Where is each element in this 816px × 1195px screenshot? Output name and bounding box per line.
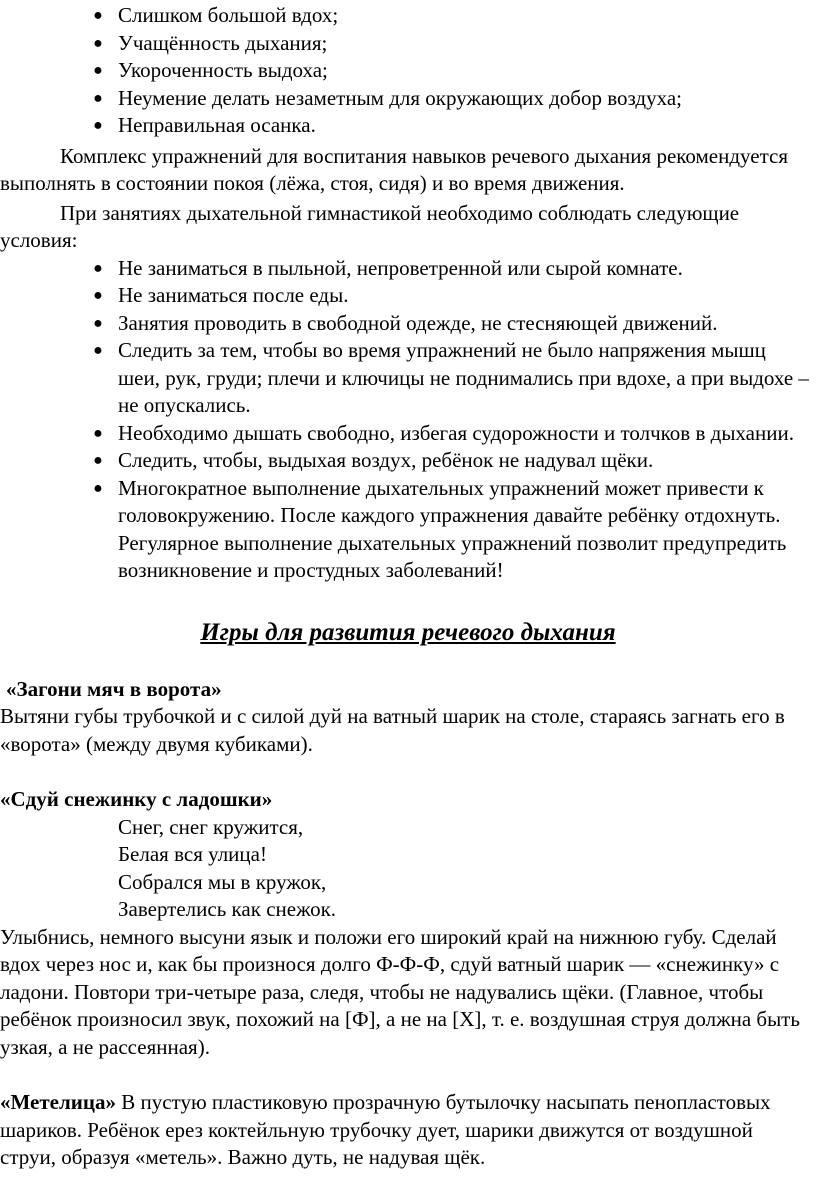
game-goal-block bbox=[0, 676, 816, 704]
bullet-icon: ● bbox=[93, 342, 103, 359]
game-title: «Метелица» bbox=[0, 1090, 116, 1114]
poem bbox=[0, 814, 816, 924]
list-item-text: Слишком большой вдох; bbox=[118, 3, 339, 27]
list-item-text: Следить за тем, чтобы во время упражнений не было напряжения мышц шеи, рук, груди; плечи и ключицы не поднимались при вдохе, а при выдохе – не опускались. bbox=[118, 338, 809, 417]
conditions-list bbox=[0, 255, 816, 585]
list-item bbox=[0, 85, 816, 113]
section-heading: Игры для развития речевого дыхания bbox=[200, 618, 616, 646]
poem-line: Завертелись как снежок. bbox=[118, 897, 337, 921]
list-item bbox=[0, 475, 816, 585]
bullet-icon: ● bbox=[93, 62, 103, 79]
bullet-icon: ● bbox=[93, 117, 103, 134]
list-item-text: Учащённость дыхания; bbox=[118, 30, 328, 55]
list-item-text: Неправильная осанка. bbox=[118, 113, 316, 137]
list-item-text: Не заниматься в пыльной, непроветренной или сырой комнате. bbox=[118, 255, 683, 280]
paragraph-conditions-intro: При занятиях дыхательной гимнастикой необходимо соблюдать следующие условия: bbox=[0, 200, 740, 252]
list-item bbox=[0, 30, 816, 58]
poem-line: Снег, снег кружится, bbox=[118, 814, 304, 839]
list-item bbox=[0, 420, 816, 448]
list-item bbox=[0, 310, 816, 338]
list-item bbox=[0, 337, 816, 420]
bullet-icon: ● bbox=[93, 424, 103, 442]
paragraph-exercise-complex: Комплекс упражнений для воспитания навыков речевого дыхания рекомендуется выполнять в состоянии покоя (лёжа, стоя, сидя) и во время движения. bbox=[0, 143, 788, 195]
list-item-text: Многократное выполнение дыхательных упражнений может привести к головокружению. После каждого упражнения давайте ребёнку отдохнуть. Регулярное выполнение дыхательных упражнений позволит предупредить возникновение и простудных заболеваний! bbox=[118, 475, 787, 582]
bullet-icon: ● bbox=[93, 7, 103, 24]
list-item-text: Неумение делать незаметным для окружающих добор воздуха; bbox=[118, 85, 682, 110]
list-item bbox=[0, 112, 816, 140]
poem-line: Белая вся улица! bbox=[118, 842, 267, 866]
list-item bbox=[0, 447, 816, 475]
bullet-icon: ● bbox=[93, 259, 103, 277]
list-item-text: Занятия проводить в свободной одежде, не стесняющей движений. bbox=[118, 310, 718, 335]
game-text: В пустую пластиковую прозрачную бутылочку насыпать пенопластовых шариков. Ребёнок ерез коктейльную трубочку дует, шарики движутся от воздушной струи, образуя «метель». Важно дуть, не надувая щёк. bbox=[0, 1090, 771, 1169]
list-item bbox=[0, 2, 816, 30]
breathing-errors-list bbox=[0, 2, 816, 140]
game-text: Улыбнись, немного высуни язык и положи его широкий край на нижнюю губу. Сделай вдох через нос и, как бы произнося долго Ф-Ф-Ф, сдуй ватный шарик — «снежинку» с ладони. Повтори три-четыре раза, следя, чтобы не надувались щёки. (Главное, чтобы ребёнок произносил звук, похожий на [Ф], а не на [Х], т. е. воздушная струя должна быть узкая, а не рассеянная). bbox=[0, 924, 800, 1059]
bullet-icon: ● bbox=[93, 479, 103, 497]
bullet-icon: ● bbox=[93, 89, 103, 107]
list-item-text: Необходимо дышать свободно, избегая судорожности и толчков в дыхании. bbox=[118, 420, 794, 445]
list-item bbox=[0, 282, 816, 310]
game-title: «Загони мяч в ворота» bbox=[6, 676, 222, 701]
list-item-text: Следить, чтобы, выдыхая воздух, ребёнок не надувал щёки. bbox=[118, 448, 654, 472]
poem-line: Собрался мы в кружок, bbox=[118, 869, 327, 894]
bullet-icon: ● bbox=[93, 452, 103, 469]
game-paragraph bbox=[0, 1089, 816, 1172]
game-title: «Сдуй снежинку с ладошки» bbox=[0, 787, 273, 811]
bullet-icon: ● bbox=[93, 287, 103, 304]
game-blizzard-block bbox=[0, 1089, 816, 1172]
bullet-icon: ● bbox=[93, 314, 103, 332]
bullet-icon: ● bbox=[93, 34, 103, 52]
list-item bbox=[0, 255, 816, 283]
game-text: Вытяни губы трубочкой и с силой дуй на ватный шарик на столе, стараясь загнать его в «ворота» (между двумя кубиками). bbox=[0, 704, 785, 756]
game-goal-description bbox=[0, 703, 816, 758]
game-snowflake-block bbox=[0, 786, 816, 1061]
list-item-text: Не заниматься после еды. bbox=[118, 283, 349, 307]
list-item bbox=[0, 57, 816, 85]
list-item-text: Укороченность выдоха; bbox=[118, 58, 328, 82]
